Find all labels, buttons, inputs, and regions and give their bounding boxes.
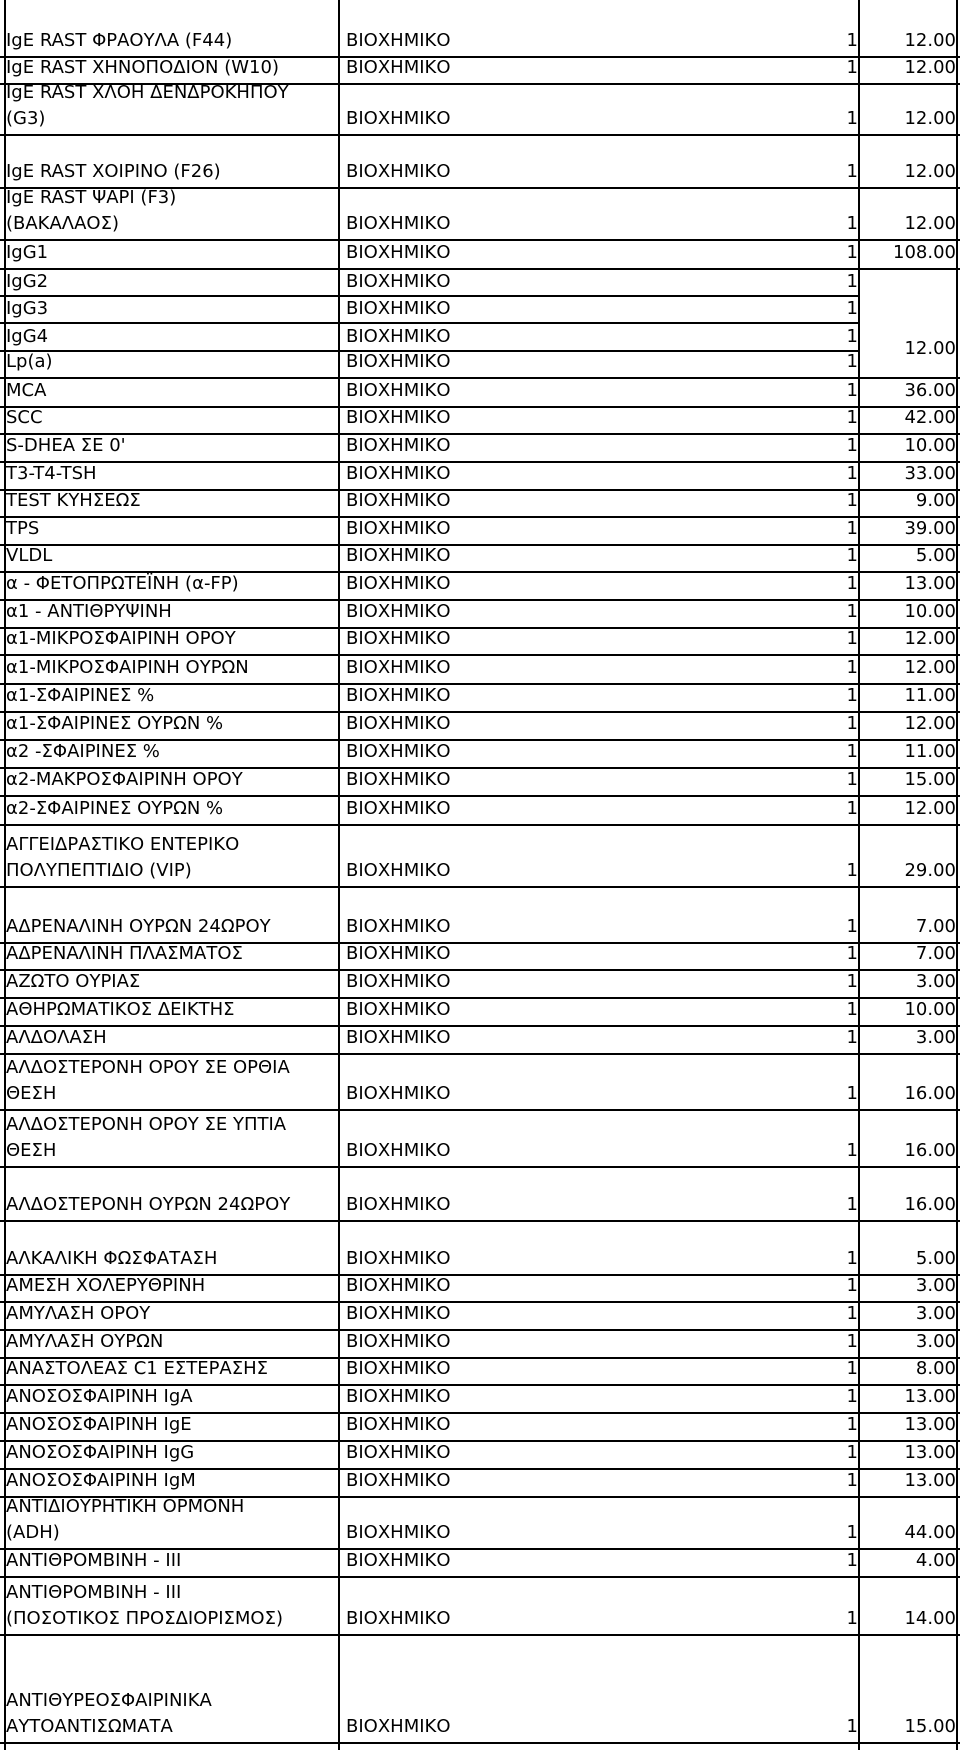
category-cell: ΒΙΟΧΗΜΙΚΟ — [346, 860, 451, 881]
category-cell: ΒΙΟΧΗΜΙΚΟ — [346, 1194, 451, 1215]
quantity-cell: 1 — [846, 685, 858, 706]
test-name-cell: ΑΜΥΛΑΣΗ ΟΥΡΩΝ — [6, 1331, 164, 1352]
category-cell: ΒΙΟΧΗΜΙΚΟ — [346, 573, 451, 594]
table-row — [0, 944, 960, 971]
category-cell: ΒΙΟΧΗΜΙΚΟ — [346, 108, 451, 129]
table-row — [0, 769, 960, 797]
quantity-cell: 1 — [846, 1470, 858, 1491]
category-cell: ΒΙΟΧΗΜΙΚΟ — [346, 298, 451, 319]
quantity-cell: 1 — [846, 435, 858, 456]
table-row — [0, 546, 960, 573]
category-cell: ΒΙΟΧΗΜΙΚΟ — [346, 271, 451, 292]
category-cell: ΒΙΟΧΗΜΙΚΟ — [346, 1414, 451, 1435]
test-name-cell: VLDL — [6, 545, 53, 566]
category-cell: ΒΙΟΧΗΜΙΚΟ — [346, 769, 451, 790]
table-row — [0, 1414, 960, 1442]
test-name-cell: ΑΖΩΤΟ ΟΥΡΙΑΣ — [6, 971, 141, 992]
price-cell: 16.00 — [904, 1083, 956, 1104]
price-cell: 3.00 — [915, 1331, 956, 1352]
quantity-cell: 1 — [846, 769, 858, 790]
price-cell: 13.00 — [904, 1470, 956, 1491]
table-row — [0, 136, 960, 189]
category-cell: ΒΙΟΧΗΜΙΚΟ — [346, 380, 451, 401]
quantity-cell: 1 — [846, 407, 858, 428]
price-cell: 3.00 — [915, 1303, 956, 1324]
test-name-cell: IgE RAST ΦΡΑΟΥΛΑ (F44) — [6, 30, 233, 51]
category-cell: ΒΙΟΧΗΜΙΚΟ — [346, 351, 451, 372]
table-row — [0, 1111, 960, 1168]
table-row — [0, 518, 960, 546]
category-cell: ΒΙΟΧΗΜΙΚΟ — [346, 463, 451, 484]
category-cell: ΒΙΟΧΗΜΙΚΟ — [346, 916, 451, 937]
column-divider — [956, 0, 958, 1750]
table-row — [0, 1276, 960, 1303]
quantity-cell: 1 — [846, 242, 858, 263]
price-cell: 29.00 — [904, 860, 956, 881]
table-row — [0, 1168, 960, 1222]
quantity-cell: 1 — [846, 1550, 858, 1571]
price-cell: 12.00 — [904, 161, 956, 182]
quantity-cell: 1 — [846, 1194, 858, 1215]
quantity-cell: 1 — [846, 601, 858, 622]
price-cell: 3.00 — [915, 1027, 956, 1048]
test-name-cell: ΑΘΗΡΩΜΑΤΙΚΟΣ ΔΕΙΚΤΗΣ — [6, 999, 235, 1020]
test-name-cell: ΑΝΤΙΘΡΟΜΒΙΝΗ - III (ΠΟΣΟΤΙΚΟΣ ΠΡΟΣΔΙΟΡΙΣΜΟΣ) — [6, 1582, 283, 1629]
category-cell: ΒΙΟΧΗΜΙΚΟ — [346, 999, 451, 1020]
table-row — [0, 971, 960, 999]
test-name-cell: ΑΝΟΣΟΣΦΑΙΡΙΝΗ IgA — [6, 1386, 193, 1407]
category-cell: ΒΙΟΧΗΜΙΚΟ — [346, 657, 451, 678]
quantity-cell: 1 — [846, 298, 858, 319]
price-cell: 16.00 — [904, 1194, 956, 1215]
price-cell: 3.00 — [915, 1275, 956, 1296]
quantity-cell: 1 — [846, 971, 858, 992]
quantity-cell: 1 — [846, 943, 858, 964]
table-row — [0, 0, 960, 58]
table-row — [0, 1027, 960, 1055]
price-cell: 12.00 — [904, 657, 956, 678]
price-cell: 7.00 — [915, 943, 956, 964]
test-name-cell: ΑΜΥΛΑΣΗ ΟΡΟΥ — [6, 1303, 151, 1324]
table-row — [0, 1550, 960, 1578]
quantity-cell: 1 — [846, 628, 858, 649]
category-cell: ΒΙΟΧΗΜΙΚΟ — [346, 30, 451, 51]
test-name-cell: IgG4 — [6, 326, 49, 347]
category-cell: ΒΙΟΧΗΜΙΚΟ — [346, 326, 451, 347]
category-cell: ΒΙΟΧΗΜΙΚΟ — [346, 161, 451, 182]
price-cell: 108.00 — [893, 242, 956, 263]
table-row — [0, 888, 960, 944]
price-cell: 11.00 — [904, 741, 956, 762]
price-cell: 8.00 — [915, 1358, 956, 1379]
quantity-cell: 1 — [846, 1358, 858, 1379]
test-name-cell: Lp(a) — [6, 351, 53, 372]
category-cell: ΒΙΟΧΗΜΙΚΟ — [346, 1442, 451, 1463]
category-cell: ΒΙΟΧΗΜΙΚΟ — [346, 545, 451, 566]
category-cell: ΒΙΟΧΗΜΙΚΟ — [346, 943, 451, 964]
price-cell: 42.00 — [904, 407, 956, 428]
quantity-cell: 1 — [846, 1716, 858, 1737]
test-name-cell: ΑΝΟΣΟΣΦΑΙΡΙΝΗ IgE — [6, 1414, 192, 1435]
category-cell: ΒΙΟΧΗΜΙΚΟ — [346, 1608, 451, 1629]
price-cell: 15.00 — [904, 769, 956, 790]
quantity-cell: 1 — [846, 1275, 858, 1296]
price-cell: 5.00 — [915, 1248, 956, 1269]
table-row — [0, 1359, 960, 1386]
category-cell: ΒΙΟΧΗΜΙΚΟ — [346, 1522, 451, 1543]
table-row — [0, 435, 960, 463]
category-cell: ΒΙΟΧΗΜΙΚΟ — [346, 407, 451, 428]
test-name-cell: ΑΔΡΕΝΑΛΙΝΗ ΟΥΡΩΝ 24ΩΡΟΥ — [6, 916, 271, 937]
column-divider — [858, 0, 860, 1750]
table-row — [0, 189, 960, 241]
price-cell: 11.00 — [904, 685, 956, 706]
price-cell: 36.00 — [904, 380, 956, 401]
quantity-cell: 1 — [846, 713, 858, 734]
column-divider — [4, 0, 6, 1750]
quantity-cell: 1 — [846, 999, 858, 1020]
quantity-cell: 1 — [846, 1303, 858, 1324]
test-name-cell: α1-ΣΦΑΙΡΙΝΕΣ ΟΥΡΩΝ % — [6, 713, 224, 734]
price-cell: 5.00 — [915, 545, 956, 566]
quantity-cell: 1 — [846, 545, 858, 566]
price-cell: 13.00 — [904, 573, 956, 594]
table-row — [0, 463, 960, 491]
quantity-cell: 1 — [846, 1083, 858, 1104]
test-name-cell: α1-ΣΦΑΙΡΙΝΕΣ % — [6, 685, 155, 706]
category-cell: ΒΙΟΧΗΜΙΚΟ — [346, 1358, 451, 1379]
quantity-cell: 1 — [846, 326, 858, 347]
quantity-cell: 1 — [846, 1608, 858, 1629]
quantity-cell: 1 — [846, 1442, 858, 1463]
test-name-cell: ΑΛΔΟΣΤΕΡΟΝΗ ΟΥΡΩΝ 24ΩΡΟΥ — [6, 1194, 291, 1215]
test-name-cell: IgE RAST ΧΟΙΡΙΝΟ (F26) — [6, 161, 221, 182]
test-name-cell: α - ΦΕΤΟΠΡΩΤΕΪΝΗ (α-FP) — [6, 573, 239, 594]
test-name-cell: TEST ΚΥΗΣΕΩΣ — [6, 490, 141, 511]
quantity-cell: 1 — [846, 518, 858, 539]
price-cell: 4.00 — [915, 1550, 956, 1571]
category-cell: ΒΙΟΧΗΜΙΚΟ — [346, 1303, 451, 1324]
test-name-cell: ΑΛΚΑΛΙΚΗ ΦΩΣΦΑΤΑΣΗ — [6, 1248, 218, 1269]
test-name-cell: ΑΛΔΟΣΤΕΡΟΝΗ ΟΡΟΥ ΣΕ ΟΡΘΙΑ ΘΕΣΗ — [6, 1057, 290, 1104]
table-row — [0, 270, 960, 297]
test-name-cell: ΑΝΤΙΘΡΟΜΒΙΝΗ - III — [6, 1550, 182, 1571]
test-name-cell: ΑΝΤΙΘΥΡΕΟΣΦΑΙΡΙΝΙΚΑ ΑΥΤΟΑΝΤΙΣΩΜΑΤΑ — [6, 1690, 212, 1737]
table-row — [0, 1055, 960, 1111]
table-row — [0, 324, 960, 352]
test-name-cell: S-DHEA ΣΕ 0' — [6, 435, 126, 456]
quantity-cell: 1 — [846, 741, 858, 762]
category-cell: ΒΙΟΧΗΜΙΚΟ — [346, 57, 451, 78]
quantity-cell: 1 — [846, 1027, 858, 1048]
price-cell: 10.00 — [904, 999, 956, 1020]
quantity-cell: 1 — [846, 213, 858, 234]
test-name-cell: MCA — [6, 380, 47, 401]
category-cell: ΒΙΟΧΗΜΙΚΟ — [346, 685, 451, 706]
test-name-cell: IgE RAST ΧΛΟΗ ΔΕΝΔΡΟΚΗΠΟΥ (G3) — [6, 82, 289, 129]
category-cell: ΒΙΟΧΗΜΙΚΟ — [346, 490, 451, 511]
test-name-cell: ΑΝΤΙΔΙΟΥΡΗΤΙΚΗ ΟΡΜΟΝΗ (ADH) — [6, 1496, 245, 1543]
table-row — [0, 1303, 960, 1331]
price-cell: 3.00 — [915, 971, 956, 992]
price-cell: 12.00 — [904, 713, 956, 734]
test-name-cell: ΑΝΑΣΤΟΛΕΑΣ C1 ΕΣΤΕΡΑΣΗΣ — [6, 1358, 269, 1379]
category-cell: ΒΙΟΧΗΜΙΚΟ — [346, 213, 451, 234]
quantity-cell: 1 — [846, 1248, 858, 1269]
quantity-cell: 1 — [846, 380, 858, 401]
quantity-cell: 1 — [846, 57, 858, 78]
category-cell: ΒΙΟΧΗΜΙΚΟ — [346, 1140, 451, 1161]
price-cell: 9.00 — [915, 490, 956, 511]
quantity-cell: 1 — [846, 161, 858, 182]
quantity-cell: 1 — [846, 860, 858, 881]
test-name-cell: IgE RAST ΨΑΡΙ (F3) (ΒΑΚΑΛΑΟΣ) — [6, 187, 177, 234]
quantity-cell: 1 — [846, 1140, 858, 1161]
category-cell: ΒΙΟΧΗΜΙΚΟ — [346, 1083, 451, 1104]
table-row — [0, 1498, 960, 1550]
price-cell: 12.00 — [904, 57, 956, 78]
category-cell: ΒΙΟΧΗΜΙΚΟ — [346, 628, 451, 649]
table-row — [0, 741, 960, 769]
table-row — [0, 379, 960, 408]
quantity-cell: 1 — [846, 351, 858, 372]
quantity-cell: 1 — [846, 30, 858, 51]
table-row — [0, 1386, 960, 1414]
price-cell: 12.00 — [904, 628, 956, 649]
test-name-cell: TPS — [6, 518, 40, 539]
test-name-cell: SCC — [6, 407, 43, 428]
test-name-cell: α1-ΜΙΚΡΟΣΦΑΙΡΙΝΗ ΟΡΟΥ — [6, 628, 236, 649]
category-cell: ΒΙΟΧΗΜΙΚΟ — [346, 1027, 451, 1048]
price-cell: 12.00 — [904, 30, 956, 51]
category-cell: ΒΙΟΧΗΜΙΚΟ — [346, 1470, 451, 1491]
table-row — [0, 797, 960, 826]
category-cell: ΒΙΟΧΗΜΙΚΟ — [346, 518, 451, 539]
quantity-cell: 1 — [846, 108, 858, 129]
table-row — [0, 826, 960, 888]
test-name-cell: IgG1 — [6, 242, 49, 263]
table-row — [0, 601, 960, 629]
category-cell: ΒΙΟΧΗΜΙΚΟ — [346, 798, 451, 819]
test-name-cell: ΑΓΓΕΙΔΡΑΣΤΙΚΟ ΕΝΤΕΡΙΚΟ ΠΟΛΥΠΕΠΤΙΔΙΟ (VIP) — [6, 834, 240, 881]
test-name-cell: α2-ΜΑΚΡΟΣΦΑΙΡΙΝΗ ΟΡΟΥ — [6, 769, 243, 790]
table-row — [0, 573, 960, 601]
price-cell: 33.00 — [904, 463, 956, 484]
category-cell: ΒΙΟΧΗΜΙΚΟ — [346, 741, 451, 762]
table-row — [0, 1331, 960, 1359]
test-name-cell: ΑΜΕΣΗ ΧΟΛΕΡΥΘΡΙΝΗ — [6, 1275, 206, 1296]
price-cell: 13.00 — [904, 1386, 956, 1407]
category-cell: ΒΙΟΧΗΜΙΚΟ — [346, 1331, 451, 1352]
table-row — [0, 685, 960, 713]
test-name-cell: T3-T4-TSH — [6, 463, 97, 484]
test-name-cell: IgG3 — [6, 298, 49, 319]
table-row — [0, 629, 960, 656]
price-cell: 13.00 — [904, 1442, 956, 1463]
table-row — [0, 352, 960, 379]
table-row — [0, 491, 960, 518]
price-cell: 44.00 — [904, 1522, 956, 1543]
test-name-cell: ΑΝΟΣΟΣΦΑΙΡΙΝΗ IgG — [6, 1442, 195, 1463]
price-cell: 12.00 — [904, 798, 956, 819]
price-cell: 12.00 — [904, 108, 956, 129]
quantity-cell: 1 — [846, 1386, 858, 1407]
quantity-cell: 1 — [846, 1414, 858, 1435]
test-name-cell: α1-ΜΙΚΡΟΣΦΑΙΡΙΝΗ ΟΥΡΩΝ — [6, 657, 249, 678]
column-divider — [338, 0, 340, 1750]
category-cell: ΒΙΟΧΗΜΙΚΟ — [346, 1386, 451, 1407]
price-cell: 16.00 — [904, 1140, 956, 1161]
price-cell: 14.00 — [904, 1608, 956, 1629]
table-row — [0, 1578, 960, 1636]
table-row — [0, 713, 960, 741]
category-cell: ΒΙΟΧΗΜΙΚΟ — [346, 1550, 451, 1571]
table-row — [0, 82, 960, 136]
price-cell: 15.00 — [904, 1716, 956, 1737]
table-row — [0, 1442, 960, 1470]
quantity-cell: 1 — [846, 573, 858, 594]
test-name-cell: ΑΝΟΣΟΣΦΑΙΡΙΝΗ IgM — [6, 1470, 196, 1491]
test-name-cell: ΑΛΔΟΣΤΕΡΟΝΗ ΟΡΟΥ ΣΕ ΥΠΤΙΑ ΘΕΣΗ — [6, 1114, 287, 1161]
price-cell: 13.00 — [904, 1414, 956, 1435]
price-cell: 12.00 — [904, 213, 956, 234]
test-name-cell: IgE RAST ΧΗΝΟΠΟΔΙΟΝ (W10) — [6, 57, 279, 78]
table-row — [0, 999, 960, 1027]
test-name-cell: ΑΛΔΟΛΑΣΗ — [6, 1027, 107, 1048]
quantity-cell: 1 — [846, 798, 858, 819]
quantity-cell: 1 — [846, 916, 858, 937]
price-cell: 39.00 — [904, 518, 956, 539]
category-cell: ΒΙΟΧΗΜΙΚΟ — [346, 1275, 451, 1296]
category-cell: ΒΙΟΧΗΜΙΚΟ — [346, 1248, 451, 1269]
category-cell: ΒΙΟΧΗΜΙΚΟ — [346, 713, 451, 734]
category-cell: ΒΙΟΧΗΜΙΚΟ — [346, 971, 451, 992]
category-cell: ΒΙΟΧΗΜΙΚΟ — [346, 1716, 451, 1737]
test-name-cell: α1 - ΑΝΤΙΘΡΥΨΙΝΗ — [6, 601, 172, 622]
test-name-cell: ΑΔΡΕΝΑΛΙΝΗ ΠΛΑΣΜΑΤΟΣ — [6, 943, 243, 964]
table-row — [0, 1222, 960, 1276]
category-cell: ΒΙΟΧΗΜΙΚΟ — [346, 242, 451, 263]
quantity-cell: 1 — [846, 463, 858, 484]
table-row — [0, 1636, 960, 1744]
quantity-cell: 1 — [846, 271, 858, 292]
merged-price-cell: 12.00 — [904, 338, 956, 359]
test-name-cell: α2-ΣΦΑΙΡΙΝΕΣ ΟΥΡΩΝ % — [6, 798, 224, 819]
table-row — [0, 241, 960, 270]
price-cell: 10.00 — [904, 435, 956, 456]
category-cell: ΒΙΟΧΗΜΙΚΟ — [346, 435, 451, 456]
price-cell: 10.00 — [904, 601, 956, 622]
quantity-cell: 1 — [846, 657, 858, 678]
quantity-cell: 1 — [846, 1331, 858, 1352]
test-name-cell: IgG2 — [6, 271, 49, 292]
quantity-cell: 1 — [846, 490, 858, 511]
table-row — [0, 408, 960, 435]
price-cell: 7.00 — [915, 916, 956, 937]
table-row — [0, 656, 960, 685]
quantity-cell: 1 — [846, 1522, 858, 1543]
table-row — [0, 297, 960, 324]
test-name-cell: α2 -ΣΦΑΙΡΙΝΕΣ % — [6, 741, 160, 762]
category-cell: ΒΙΟΧΗΜΙΚΟ — [346, 601, 451, 622]
